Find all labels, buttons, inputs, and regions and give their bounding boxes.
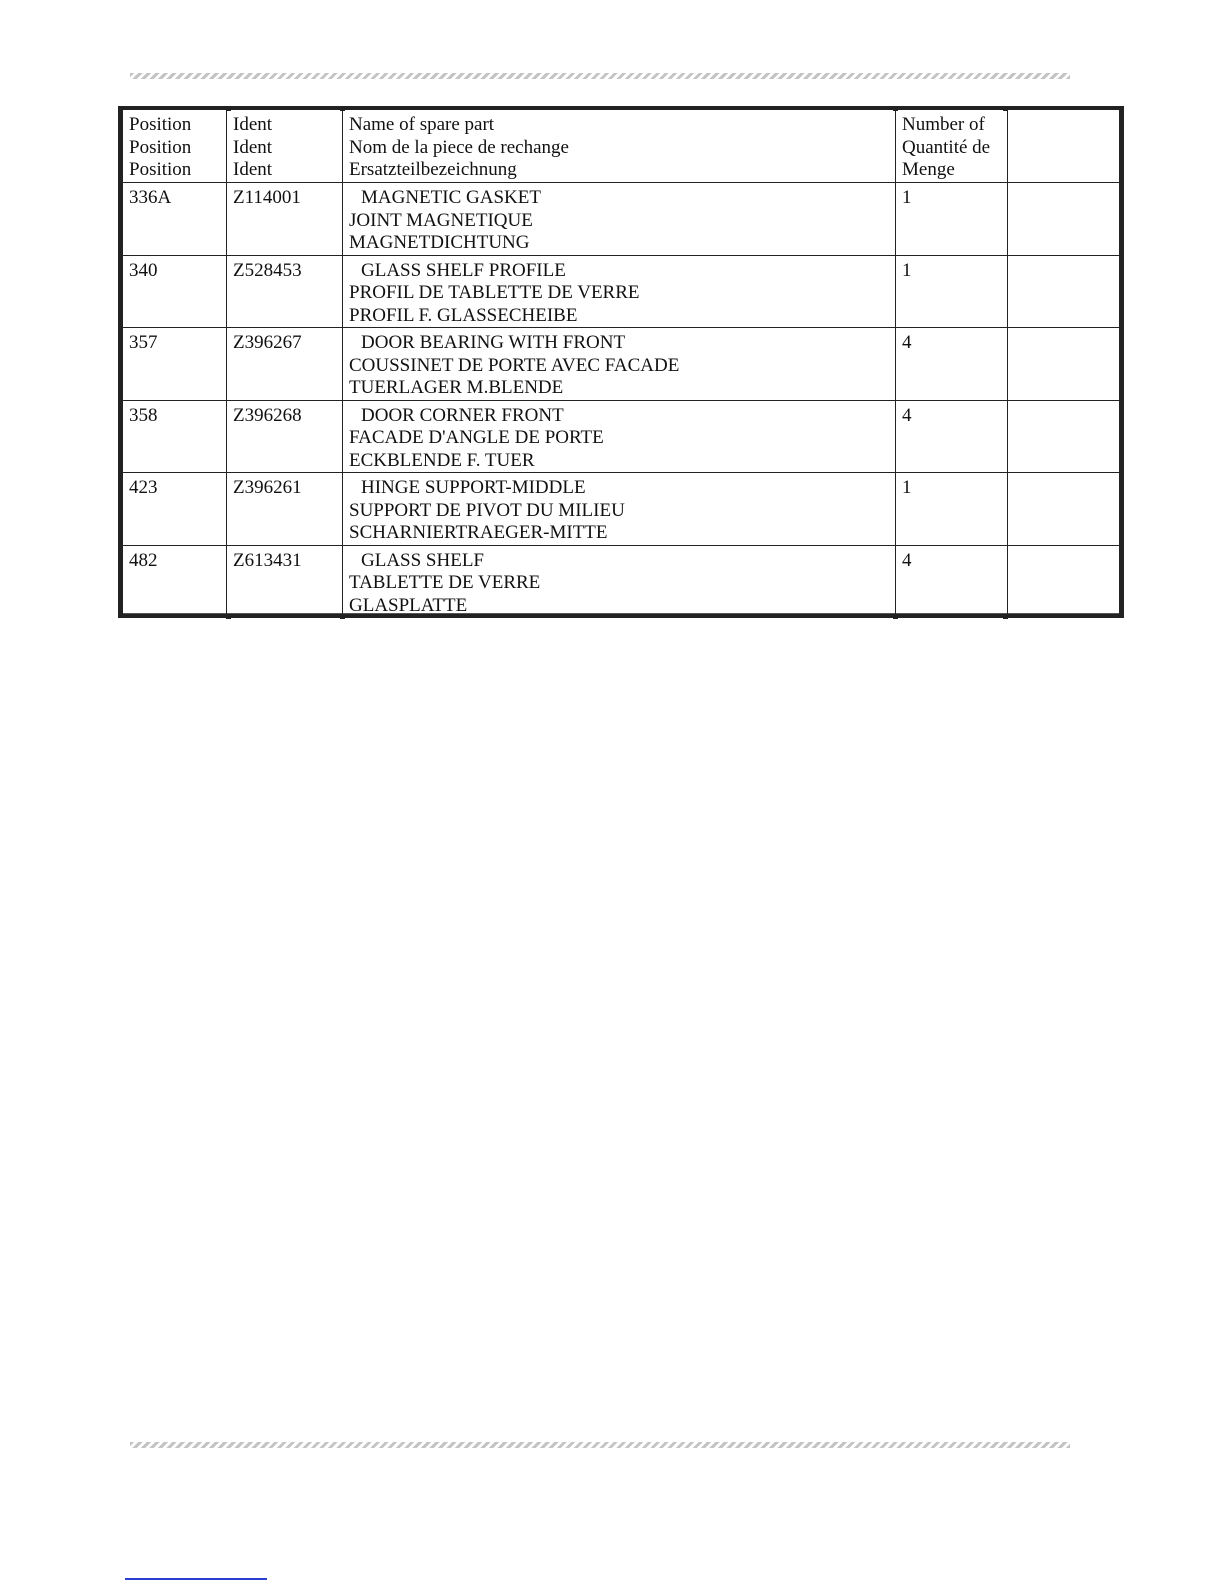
table-row (123, 328, 1120, 401)
table-row (123, 473, 1120, 546)
column-tick-mark (1003, 614, 1008, 619)
cell-name (343, 400, 896, 473)
column-tick-mark (1003, 106, 1008, 111)
cell-position: 423 (123, 473, 227, 546)
cell-name (343, 473, 896, 546)
cell-position: 336A (123, 183, 227, 256)
cell-name (343, 545, 896, 618)
cell-position: 358 (123, 400, 227, 473)
top-decorative-rule (130, 73, 1070, 79)
bottom-decorative-rule (130, 1442, 1070, 1448)
cell-empty (1008, 545, 1120, 618)
name-fr: JOINT MAGNETIQUE (349, 209, 533, 231)
table-row (123, 255, 1120, 328)
cell-position: 357 (123, 328, 227, 401)
name-fr: TABLETTE DE VERRE (349, 572, 541, 593)
name-en: HINGE SUPPORT-MIDDLE (361, 477, 586, 498)
cell-position: 340 (123, 255, 227, 328)
cell-name (343, 255, 896, 328)
cell-quantity: 4 (896, 400, 1008, 473)
column-tick-mark (340, 106, 345, 111)
cell-quantity: 4 (896, 545, 1008, 618)
cell-quantity: 1 (896, 183, 1008, 256)
cell-ident: Z114001 (227, 183, 343, 256)
header-quantity: Number of Quantité de Menge (896, 110, 1008, 183)
name-en: GLASS SHELF PROFILE (361, 259, 566, 281)
cell-ident: Z528453 (227, 255, 343, 328)
name-fr: FACADE D'ANGLE DE PORTE (349, 427, 604, 448)
name-de: ECKBLENDE F. TUER (349, 449, 535, 471)
name-de: GLASPLATTE (349, 594, 468, 616)
cell-empty (1008, 255, 1120, 328)
column-tick-mark (893, 106, 898, 111)
name-de: PROFIL F. GLASSECHEIBE (349, 304, 578, 326)
name-en: DOOR BEARING WITH FRONT (361, 332, 626, 353)
cell-quantity: 1 (896, 473, 1008, 546)
column-tick-mark (226, 614, 231, 619)
table-row (123, 183, 1120, 256)
footer-link-underline[interactable] (125, 1578, 267, 1580)
name-de: SCHARNIERTRAEGER-MITTE (349, 522, 608, 543)
table-row (123, 545, 1120, 618)
header-name: Name of spare part Nom de la piece de rechange Ersatzteilbezeichnung (343, 110, 896, 183)
name-de: TUERLAGER M.BLENDE (349, 377, 564, 398)
cell-ident: Z613431 (227, 545, 343, 618)
cell-name (343, 328, 896, 401)
cell-empty (1008, 473, 1120, 546)
name-fr: PROFIL DE TABLETTE DE VERRE (349, 282, 640, 303)
cell-quantity: 1 (896, 255, 1008, 328)
header-position: Position Position Position (123, 110, 227, 183)
cell-empty (1008, 400, 1120, 473)
header-empty (1008, 110, 1120, 183)
name-fr: SUPPORT DE PIVOT DU MILIEU (349, 499, 625, 521)
name-en: DOOR CORNER FRONT (361, 404, 564, 426)
cell-empty (1008, 328, 1120, 401)
cell-ident: Z396267 (227, 328, 343, 401)
cell-ident: Z396261 (227, 473, 343, 546)
name-de: MAGNETDICHTUNG (349, 232, 530, 253)
cell-quantity: 4 (896, 328, 1008, 401)
table-header-row (123, 110, 1120, 183)
cell-position: 482 (123, 545, 227, 618)
cell-ident: Z396268 (227, 400, 343, 473)
spare-parts-table (122, 109, 1120, 618)
column-tick-mark (893, 614, 898, 619)
name-en: GLASS SHELF (361, 549, 484, 571)
column-tick-mark (340, 614, 345, 619)
cell-name (343, 183, 896, 256)
column-tick-mark (226, 106, 231, 111)
name-en: MAGNETIC GASKET (361, 187, 541, 208)
name-fr: COUSSINET DE PORTE AVEC FACADE (349, 354, 680, 376)
table-row (123, 400, 1120, 473)
cell-empty (1008, 183, 1120, 256)
spare-parts-table-frame (118, 106, 1124, 618)
header-ident: Ident Ident Ident (227, 110, 343, 183)
